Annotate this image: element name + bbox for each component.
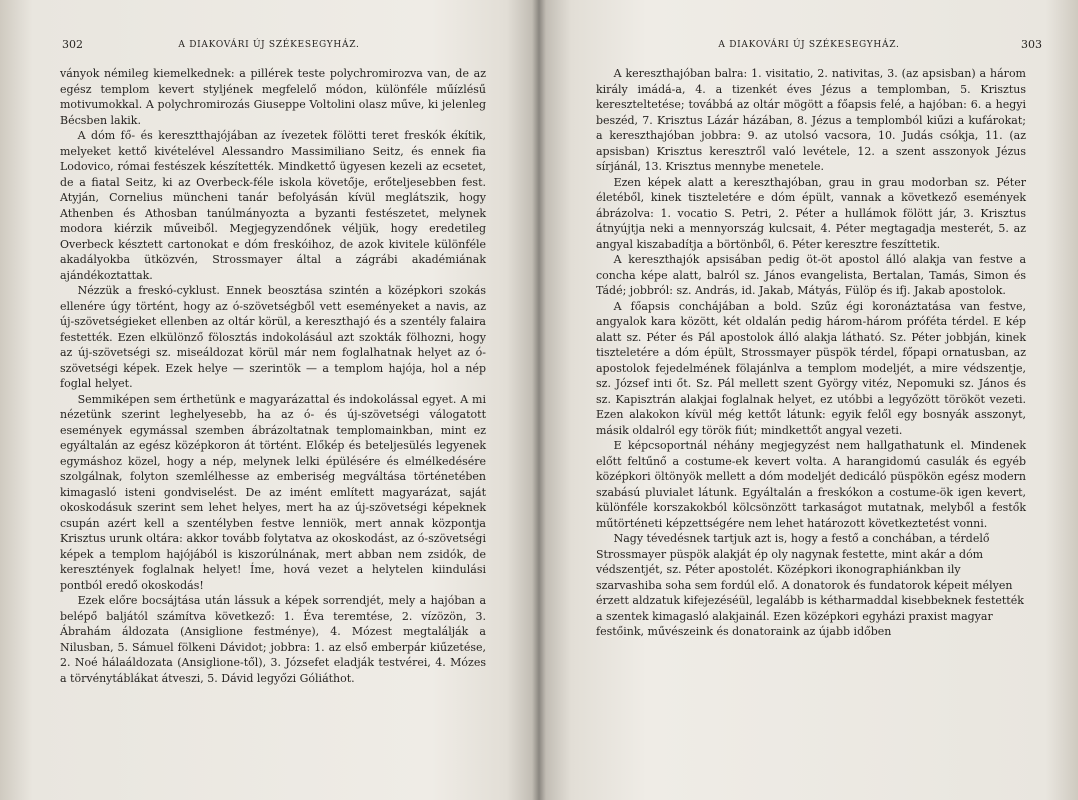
running-head: A DIAKOVÁRI ÚJ SZÉKESEGYHÁZ. bbox=[178, 40, 360, 50]
running-head: A DIAKOVÁRI ÚJ SZÉKESEGYHÁZ. bbox=[718, 40, 900, 50]
paragraph: Nagy tévedésnek tartjuk azt is, hogy a festő a conchában, a térdelő Strossmayer püspök alakját ép oly nagynak festette, mint akár a dóm védszentjét, sz. Péter apostolét. Középkori ikonographiánkban ily szarvashiba soha sem fordúl elő. A donatorok és fundatorok képeit mélyen érzett aldzatuk kifejezéséül, legalább is kétharmaddal kisebbeknek festették a szentek kimagasló alakjainál. Ezen középkori egyházi praxist magyar festőink, művészeink és donatoraink az újabb időben bbox=[596, 532, 1024, 638]
paragraph: Ezen képek alatt a kereszthajóban, grau in grau modorban sz. Péter életéből, kinek tiszteletére e dóm épült, vannak a következő események ábrázolva: 1. vocatio S. Petri, 2. Péter a hullámok fölött jár, 3. Krisztus átnyújtja neki a mennyország kulcsait, 4. Péter megtagadja mesterét, 5. az angyal kiszabadítja a börtönből, 6. Péter keresztre feszíttetik. bbox=[596, 175, 1026, 251]
page-body bbox=[596, 66, 1026, 640]
paragraph: A dóm fő- és keresztthajójában az ívezetek fölötti teret freskók ékítik, melyeket kettő kivételével Alessandro Massimiliano Seitz, és ennek fia Lodovico, római festészek készítették. Mindkettő ügyesen kezeli az ecsetet, de a fiatal Seitz, ki az Overbeck-féle iskola követője, erőteljesebben fest. Atyján, Cornelius müncheni tanár befolyásán kívül meglátszik, hogy Athenben és Athosban tanúlmányozta a byzanti festészetet, melynek modora kiérzik műveiből. Megjegyzendőnek véljük, hogy eredetileg Overbeck késztett cartonokat e dóm freskóihoz, de azok kivitele különféle akadályokba ütközvén, Strossmayer által a zágrábi akadémiának ajándékoztattak. bbox=[60, 129, 486, 282]
paragraph: Nézzük a freskó-cyklust. Ennek beosztása szintén a középkori szokás ellenére úgy történt, hogy az ó-szövetségből vett eseményeket a navis, az új-szövetségieket ellenben az oltár körül, a kereszthajó és a szentély falaira festették. Ezen elkülönző fölosztás indokolásául azt szokták fölhozni, hogy az új-szövetségi sz. miseáldozat körül már nem foglalhatnak helyet az ó-szövetségi képek. Ezek helye — szerintök — a templom hajója, hol a nép foglal helyet. bbox=[60, 284, 486, 390]
paragraph: E képcsoportnál néhány megjegyzést nem hallgathatunk el. Mindenek előtt feltűnő a costume-ek kevert volta. A harangidomú casulák és egyéb középkori öltönyök mellett a dóm modeljét dedicáló püspökön egész modern szabású pluvialet látunk. Egyáltalán a freskókon a costume-ök igen kevert, különféle korszakokból kölcsönzött tarkaságot mutatnak, melyből a festők műtörténeti képzettségére nem lehet határozott következtetést vonni. bbox=[596, 439, 1026, 530]
left-page bbox=[0, 0, 538, 800]
right-page bbox=[540, 0, 1078, 800]
paragraph: A kereszthajók apsisában pedig öt-öt apostol álló alakja van festve a concha képe alatt, balról sz. János evangelista, Bertalan, Tamás, Simon és Tádé; jobbról: sz. András, id. Jakab, Mátyás, Fülöp és ifj. Jakab apostolok. bbox=[596, 253, 1026, 297]
page-number: 303 bbox=[1021, 38, 1042, 51]
paragraph: A főapsis conchájában a bold. Szűz égi koronáztatása van festve, angyalok kara között, két oldalán pedig három-három próféta térdel. E kép alatt sz. Péter és Pál apostolok álló alakja látható. Sz. Péter jobbján, kinek tiszteletére a dóm épült, Strossmayer püspök térdel, főpapi ornatusban, az apostolok fejedelmének fölajánlva a templom modeljét, a mire védszentje, sz. József inti őt. Sz. Pál mellett szent György vitéz, Nepomuki sz. János és sz. Kapisztrán alakjai foglalnak helyet, ez utóbbi a legyőzött törököt vezeti. Ezen alakokon kívül még kettőt látunk: egyik felől egy bosnyák asszonyt, másik oldalról egy török fiút; mindkettőt angyal vezeti. bbox=[596, 299, 1026, 437]
paragraph: Ezek előre bocsájtása után lássuk a képek sorrendjét, mely a hajóban a belépő baljától számítva következő: 1. Éva teremtése, 2. vízözön, 3. Ábrahám áldozata (Ansiglione festménye), 4. Mózest megtalálják a Nilusban, 5. Sámuel fölkeni Dávidot; jobbra: 1. az első emberpár kiűzetése, 2. Noé hálaáldozata (Ansiglione-től), 3. Józsefet eladják testvérei, 4. Mózes a törvénytáblákat átveszi, 5. Dávid legyőzi Góliáthot. bbox=[60, 594, 486, 685]
page-body bbox=[60, 66, 486, 686]
paragraph: Semmiképen sem érthetünk e magyarázattal és indokolással egyet. A mi nézetünk szerint leghelyesebb, ha az ó- és új-szövetségi válogatott események egymással szemben ábrázoltatnak templomainkban, mint ez egyáltalán az egész középkoron át történt. Előkép és beteljesülés legyenek egymáshoz közel, hogy a nép, melynek lelki épülésére és elmélkedésére szolgálnak, folyton szemlélhesse az emberiség megváltása történetében kimagasló isteni gondviselést. De az imént említett magyarázat, saját okoskodásuk szerint sem lehet helyes, mert ha az új-szövetségi képeknek csupán azért kell a szentélyben festve lenniök, mert annak központja Krisztus urunk oltára: akkor tovább folytatva az okoskodást, az ó-szövetségi képek a templom hajójából is kiszorúlnának, mert abban nem zsidók, de keresztények foglalnak helyet! Íme, hová vezet a helytelen kiindulási pontból eredő okoskodás! bbox=[60, 392, 486, 592]
paragraph: A kereszthajóban balra: 1. visitatio, 2. nativitas, 3. (az apsisban) a három király imádá-a, 4. a tizenkét éves Jézus a templomban, 5. Krisztus kereszteltetése; továbbá az oltár mögött a főapsis felé, a hajóban: 6. a hegyi beszéd, 7. Krisztus Lázár házában, 8. Jézus a templomból kiűzi a kufárokat; a kereszthajóban jobbra: 9. az utolsó vacsora, 10. Judás csókja, 11. (az apsisban) Krisztus keresztről való levétele, 12. a szent asszonyok Jézus sírjánál, 13. Krisztus mennybe menetele. bbox=[596, 67, 1026, 173]
paragraph: ványok némileg kiemelkednek: a pillérek teste polychromirozva van, de az egész templom kevert styljének megfelelő módon, különféle műízlésű motivumokkal. A polychromirozás Giuseppe Voltolini olasz műve, ki jelenleg Bécsben lakik. bbox=[60, 67, 486, 127]
page-number: 302 bbox=[62, 38, 83, 51]
